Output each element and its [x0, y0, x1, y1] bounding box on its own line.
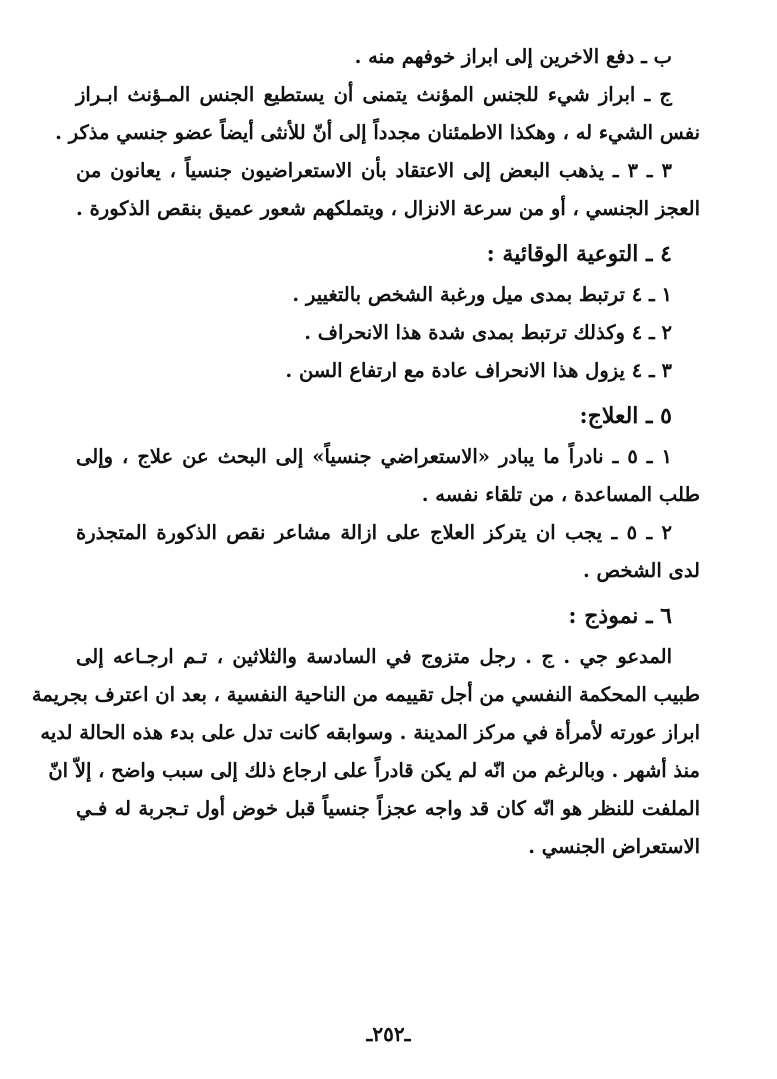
text-line: ١ ـ ٤ ترتبط بمدى ميل ورغبة الشخص بالتغيير . [292, 283, 672, 306]
text-line: ١ ـ ٥ ـ نادراً ما يبادر «الاستعراضي جنسياً» إلى البحث عن علاج ، وإلى [76, 445, 672, 468]
text-line: المدعو جي . ج . رجل متزوج في السادسة والثلاثين ، تـم ارجـاعه إلى [76, 645, 672, 668]
page-number: ـ٢٥٢ـ [366, 1022, 411, 1046]
text-line: نفس الشيء له ، وهكذا الاطمئنان مجدداً إلى أنّ للأنثى أيضاً عضو جنسي مذكر . [55, 121, 700, 144]
text-line: طلب المساعدة ، من تلقاء نفسه . [421, 483, 700, 506]
text-line: ابراز عورته لأمرأة في مركز المدينة . وسوابقه كانت تدل على بدء هذه الحالة لديه [40, 721, 700, 744]
text-line: ٣ ـ ٤ يزول هذا الانحراف عادة مع ارتفاع السن . [285, 359, 672, 382]
text-line: الملفت للنظر هو انّه كان قد واجه عجزاً جنسياً قبل خوض أول تـجربة له فـي [76, 797, 700, 820]
text-line: ج ـ ابراز شيء للجنس المؤنث يتمنى أن يستطيع الجنس المـؤنث ابـراز [76, 83, 672, 106]
section-heading-treatment: ٥ ـ العلاج: [579, 403, 672, 429]
text-line: ٢ ـ ٥ ـ يجب ان يتركز العلاج على ازالة مشاعر نقص الذكورة المتجذرة [76, 521, 672, 544]
text-line: العجز الجنسي ، أو من سرعة الانزال ، ويتملكهم شعور عميق بنقص الذكورة . [76, 197, 700, 220]
text-line: طبيب المحكمة النفسي من أجل تقييمه من الناحية النفسية ، بعد ان اعترف بجريمة [31, 683, 700, 706]
text-line: ٢ ـ ٤ وكذلك ترتبط بمدى شدة هذا الانحراف . [304, 321, 672, 344]
text-line: منذ أشهر . وبالرغم من انّه لم يكن قادراً على ارجاع ذلك إلى سبب واضح ، إلاّ انّ [48, 759, 700, 782]
text-line: الاستعراض الجنسي . [528, 835, 700, 858]
page-body [31, 38, 700, 866]
section-heading-prevention: ٤ ـ التوعية الوقائية : [486, 241, 672, 267]
text-line: ب ـ دفع الاخرين إلى ابراز خوفهم منه . [354, 45, 672, 68]
section-heading-example: ٦ ـ نموذج : [568, 603, 672, 629]
text-line: لدى الشخص . [582, 559, 700, 582]
text-line: ٣ ـ ٣ ـ يذهب البعض إلى الاعتقاد بأن الاستعراضيون جنسياً ، يعانون من [76, 159, 672, 182]
